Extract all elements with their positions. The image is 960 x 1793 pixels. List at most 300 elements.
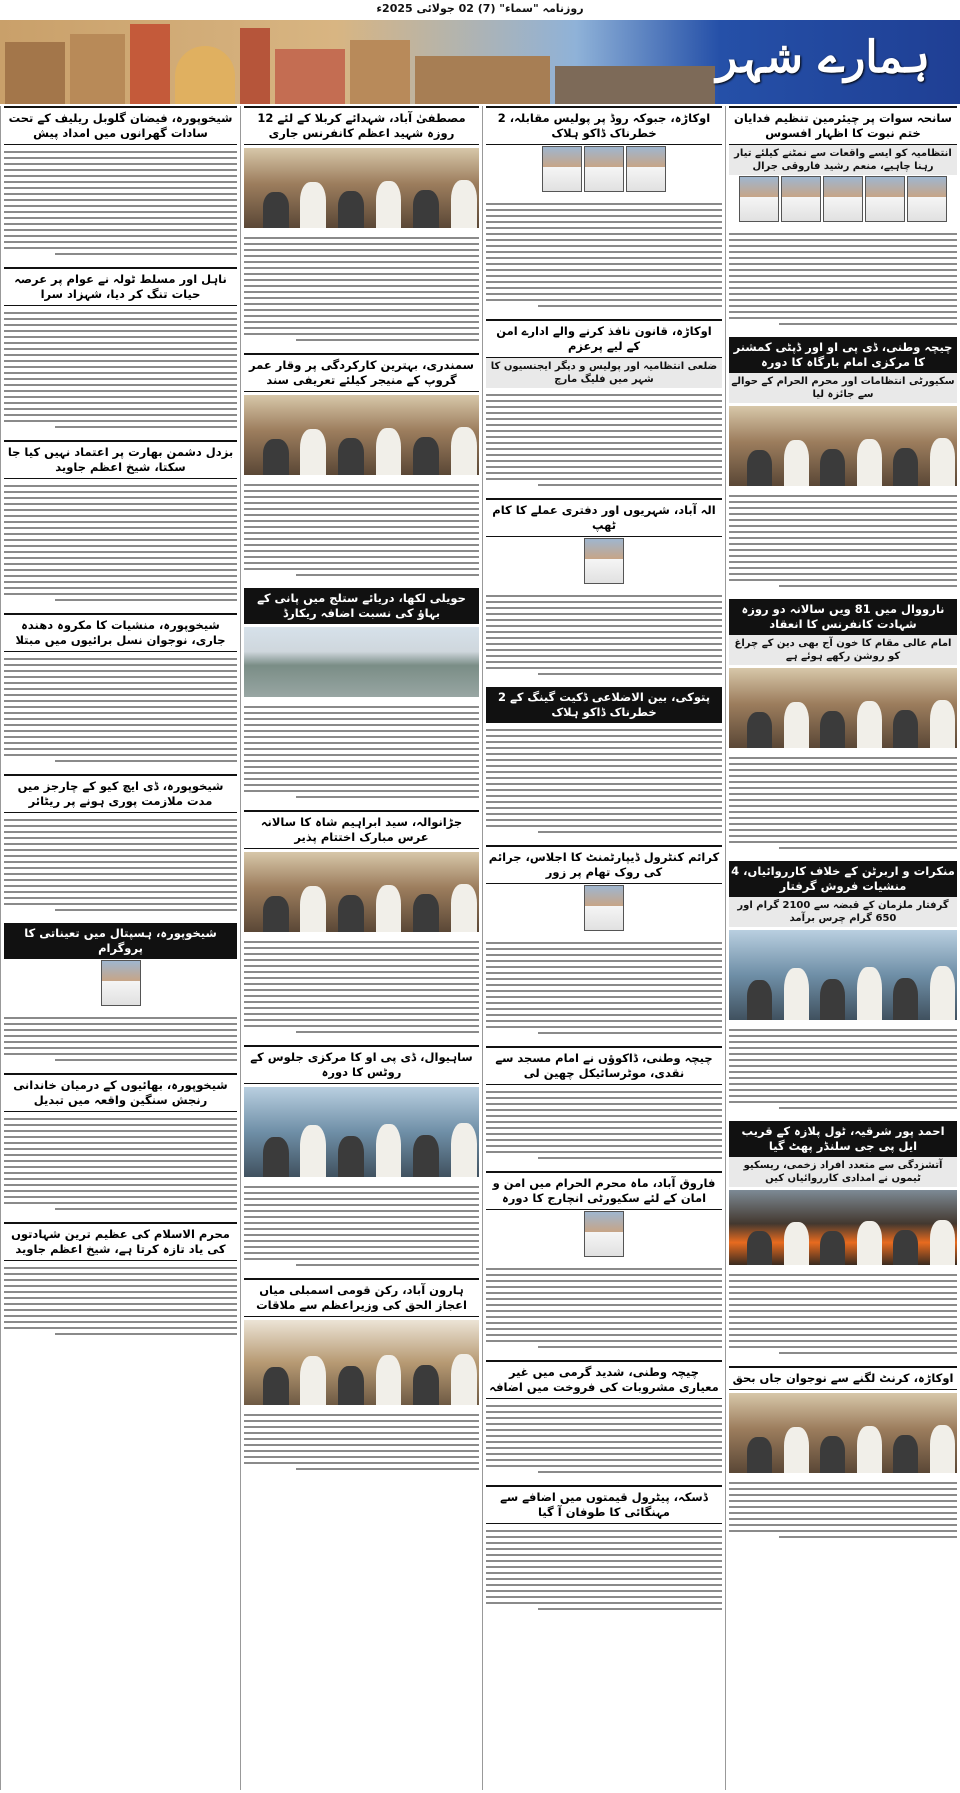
portrait-photo <box>584 1211 624 1257</box>
text-line <box>4 1178 237 1180</box>
text-line <box>4 1053 237 1055</box>
story-body-text <box>486 1262 722 1354</box>
reporter-portrait <box>4 959 237 1011</box>
text-line <box>4 688 237 690</box>
text-line <box>729 1512 957 1514</box>
text-line <box>486 984 722 986</box>
text-line <box>4 1291 237 1293</box>
text-line <box>4 1029 237 1031</box>
text-line <box>4 563 237 565</box>
text-line <box>486 1584 722 1586</box>
text-line <box>486 1026 722 1028</box>
text-line <box>4 754 237 756</box>
text-line <box>244 297 479 299</box>
text-line <box>55 1208 237 1210</box>
news-photo <box>729 406 957 486</box>
banner-photo-collage <box>0 20 715 104</box>
text-line <box>729 1500 957 1502</box>
text-line <box>486 1097 722 1099</box>
text-line <box>4 348 237 350</box>
story-body-text <box>4 1261 237 1341</box>
text-line <box>486 448 722 450</box>
story-headline[interactable]: شیخوپورہ، منشیات کا مکروہ دھندہ جاری، نوجوان نسل برائیوں میں مبتلا <box>4 613 237 652</box>
person-figure <box>820 1436 845 1473</box>
text-line <box>4 843 237 845</box>
text-line <box>244 538 479 540</box>
text-line <box>55 599 237 601</box>
text-line <box>244 772 479 774</box>
text-line <box>55 253 237 255</box>
text-line <box>244 977 479 979</box>
text-line <box>4 241 237 243</box>
text-line <box>486 1008 722 1010</box>
text-line <box>486 825 722 827</box>
text-line <box>4 354 237 356</box>
text-line <box>729 1506 957 1508</box>
text-line <box>486 1560 722 1562</box>
story-headline[interactable]: اوکاڑہ، قانون نافذ کرنے والے ادارے امن کے لیے پرعزم <box>486 319 722 358</box>
text-line <box>486 209 722 211</box>
story-headline[interactable]: ہارون آباد، رکن قومی اسمبلی میاں اعجاز الحق کی وزیراعظم سے ملاقات <box>244 1278 479 1317</box>
story-headline[interactable]: الہ آباد، شہریوں اور دفتری عملے کا کام ٹھپ <box>486 498 722 537</box>
news-story <box>486 1046 722 1165</box>
story-headline[interactable]: بزدل دشمن بھارت پر اعتماد نہیں کیا جا سکتا، شیخ اعظم جاوید <box>4 440 237 479</box>
column-4 <box>0 106 240 1790</box>
story-headline[interactable]: نارووال میں 81 ویں سالانہ دو روزہ شہادت کانفرنس کا انعقاد <box>729 599 957 635</box>
text-line <box>486 394 722 396</box>
mugshot-photo <box>584 146 624 192</box>
text-line <box>486 1340 722 1342</box>
text-line <box>486 607 722 609</box>
text-line <box>4 378 237 380</box>
text-line <box>486 251 722 253</box>
text-line <box>729 1488 957 1490</box>
text-line <box>486 966 722 968</box>
text-line <box>538 1608 722 1610</box>
story-body-text <box>486 197 722 313</box>
text-line <box>486 978 722 980</box>
person-figure <box>300 1356 326 1405</box>
text-line <box>244 273 479 275</box>
text-line <box>4 748 237 750</box>
person-figure <box>893 1435 918 1473</box>
text-line <box>4 891 237 893</box>
text-line <box>729 293 957 295</box>
text-line <box>244 754 479 756</box>
text-line <box>244 1007 479 1009</box>
story-subheadline: انتظامیہ کو ایسے واقعات سے نمٹنے کیلئے تیار رہنا چاہیے، منعم رشید فاروقی جرال <box>729 145 957 175</box>
text-line <box>244 748 479 750</box>
text-line <box>486 753 722 755</box>
text-line <box>4 199 237 201</box>
text-line <box>4 903 237 905</box>
story-headline[interactable]: پتوکی، بین الاضلاعی ڈکیت گینگ کے 2 خطرناک ڈاکو ہلاک <box>486 687 722 723</box>
text-line <box>729 1029 957 1031</box>
text-line <box>4 676 237 678</box>
news-story <box>244 1278 479 1476</box>
text-line <box>486 667 722 669</box>
person-figure <box>747 712 772 748</box>
person-figure <box>784 1222 809 1266</box>
person-figure <box>930 700 955 748</box>
text-line <box>486 1554 722 1556</box>
text-line <box>486 245 722 247</box>
text-line <box>486 795 722 797</box>
story-headline[interactable]: چیچہ وطنی، ڈاکوؤں نے امام مسجد سے نقدی، موٹرسائیکل چھین لی <box>486 1046 722 1085</box>
text-line <box>486 281 722 283</box>
text-line <box>4 229 237 231</box>
news-photo <box>244 1320 479 1405</box>
text-line <box>486 960 722 962</box>
text-line <box>486 233 722 235</box>
text-line <box>729 1286 957 1288</box>
person-figure <box>784 702 809 748</box>
text-line <box>486 990 722 992</box>
text-line <box>4 1130 237 1132</box>
text-line <box>4 211 237 213</box>
story-body-text <box>729 227 957 331</box>
news-story <box>486 687 722 839</box>
text-line <box>4 1124 237 1126</box>
text-line <box>486 759 722 761</box>
text-line <box>244 1252 479 1254</box>
story-body-text <box>729 1023 957 1115</box>
text-line <box>486 1328 722 1330</box>
text-line <box>296 574 479 576</box>
text-line <box>729 305 957 307</box>
text-line <box>486 466 722 468</box>
text-line <box>729 317 957 319</box>
text-line <box>244 279 479 281</box>
text-line <box>538 831 722 833</box>
text-line <box>729 251 957 253</box>
text-line <box>729 281 957 283</box>
text-line <box>779 1352 957 1354</box>
text-line <box>486 1596 722 1598</box>
portrait-photo <box>865 176 905 222</box>
text-line <box>4 1267 237 1269</box>
person-figure <box>893 1230 918 1265</box>
text-line <box>244 1432 479 1434</box>
person-figure <box>338 1366 364 1405</box>
text-line <box>729 1089 957 1091</box>
story-headline[interactable]: شیخوپورہ، فیضان گلوبل ریلیف کے تحت سادات گھرانوں میں امداد پیش <box>4 106 237 145</box>
text-line <box>729 841 957 843</box>
text-line <box>486 1310 722 1312</box>
text-line <box>486 1268 722 1270</box>
text-line <box>244 995 479 997</box>
text-line <box>244 706 479 708</box>
text-line <box>244 1013 479 1015</box>
news-story <box>4 106 237 261</box>
text-line <box>4 1160 237 1162</box>
text-line <box>4 336 237 338</box>
story-headline[interactable]: احمد پور شرقیہ، ٹول پلازہ کے قریب ایل پی جی سلنڈر پھٹ گیا <box>729 1121 957 1157</box>
mugshot-photo <box>542 146 582 192</box>
text-line <box>486 293 722 295</box>
text-line <box>244 778 479 780</box>
story-headline[interactable]: سانحہ سوات پر چیئرمین تنظیم فدایان ختم نبوت کا اظہار افسوس <box>729 106 957 145</box>
story-body-text <box>4 306 237 434</box>
text-line <box>296 1468 479 1470</box>
banner-title: ہمارے شہر <box>716 32 930 83</box>
text-line <box>486 1322 722 1324</box>
text-line <box>4 694 237 696</box>
person-figure <box>820 449 845 486</box>
story-body-text <box>4 813 237 917</box>
text-line <box>244 1234 479 1236</box>
news-story <box>244 1045 479 1272</box>
text-line <box>729 1059 957 1061</box>
person-figure <box>893 710 918 748</box>
text-line <box>486 619 722 621</box>
text-line <box>486 400 722 402</box>
story-body-text <box>486 1085 722 1165</box>
story-body-text <box>4 1011 237 1067</box>
text-line <box>244 1450 479 1452</box>
news-story <box>4 440 237 607</box>
portrait-photo <box>907 176 947 222</box>
person-figure <box>376 1124 402 1177</box>
text-line <box>729 245 957 247</box>
portrait-photo <box>781 176 821 222</box>
text-line <box>244 959 479 961</box>
story-headline[interactable]: شیخوپورہ، بھائیوں کے درمیان خاندانی رنجش سنگین واقعہ میں تبدیل <box>4 1073 237 1112</box>
text-line <box>729 507 957 509</box>
portrait-photo <box>101 960 141 1006</box>
text-line <box>4 247 237 249</box>
text-line <box>4 539 237 541</box>
person-figure <box>784 968 809 1020</box>
text-line <box>486 801 722 803</box>
text-line <box>4 235 237 237</box>
text-line <box>4 193 237 195</box>
text-line <box>244 1001 479 1003</box>
person-figure <box>893 448 918 486</box>
text-line <box>4 342 237 344</box>
text-line <box>729 269 957 271</box>
text-line <box>4 151 237 153</box>
story-headline[interactable]: چیچہ وطنی، ڈی پی او اور ڈپٹی کمشنر کا مرکزی امام بارگاہ کا دورہ <box>729 337 957 373</box>
person-figure <box>857 439 882 486</box>
person-figure <box>747 980 772 1021</box>
text-line <box>486 1459 722 1461</box>
text-line <box>4 1321 237 1323</box>
text-line <box>729 525 957 527</box>
text-line <box>4 1285 237 1287</box>
text-line <box>729 1280 957 1282</box>
text-line <box>729 1482 957 1484</box>
text-line <box>729 817 957 819</box>
text-line <box>538 673 722 675</box>
story-headline[interactable]: سمندری، بہترین کارکردگی پر وقار عمر گروپ کے منیجر کیلئے تعریفی سند <box>244 353 479 392</box>
text-line <box>729 549 957 551</box>
text-line <box>244 550 479 552</box>
text-line <box>486 263 722 265</box>
person-figure <box>451 427 477 475</box>
text-line <box>55 426 237 428</box>
text-line <box>729 1346 957 1348</box>
text-line <box>729 1334 957 1336</box>
story-headline[interactable]: حویلی لکھا، دریائے ستلج میں پانی کے بہاؤ کی نسبت اضافہ ریکارڈ <box>244 588 479 624</box>
text-line <box>486 1435 722 1437</box>
text-line <box>729 233 957 235</box>
text-line <box>729 757 957 759</box>
news-story <box>486 498 722 681</box>
text-line <box>486 643 722 645</box>
news-story <box>486 319 722 492</box>
text-line <box>4 366 237 368</box>
person-figure <box>300 886 326 932</box>
text-line <box>486 1542 722 1544</box>
text-line <box>4 837 237 839</box>
text-line <box>729 1274 957 1276</box>
text-line <box>4 312 237 314</box>
text-line <box>486 1020 722 1022</box>
text-line <box>729 769 957 771</box>
person-figure <box>893 978 918 1020</box>
text-line <box>486 287 722 289</box>
text-line <box>486 442 722 444</box>
text-line <box>244 760 479 762</box>
story-headline[interactable]: شیخوپورہ، ہسپتال میں تعیناتی کا پروگرام <box>4 923 237 959</box>
text-line <box>244 267 479 269</box>
text-line <box>486 735 722 737</box>
text-line <box>4 169 237 171</box>
story-headline[interactable]: جڑانوالہ، سید ابراہیم شاہ کا سالانہ عرس مبارک اختتام پذیر <box>244 810 479 849</box>
text-line <box>4 1118 237 1120</box>
text-line <box>486 819 722 821</box>
text-line <box>4 163 237 165</box>
text-line <box>4 897 237 899</box>
text-line <box>486 1536 722 1538</box>
person-figure <box>930 966 955 1020</box>
text-line <box>486 996 722 998</box>
text-line <box>486 1109 722 1111</box>
text-line <box>486 1566 722 1568</box>
story-headline[interactable]: شیخوپورہ، ڈی ایچ کیو کے چارجز میں مدت ملازمت پوری ہونے پر ریٹائر <box>4 774 237 813</box>
person-figure <box>820 1231 845 1266</box>
text-line <box>486 661 722 663</box>
text-line <box>729 239 957 241</box>
text-line <box>244 1420 479 1422</box>
news-photo <box>244 627 479 697</box>
text-line <box>486 1115 722 1117</box>
person-figure <box>784 440 809 486</box>
story-headline[interactable]: ڈسکہ، پیٹرول قیمتوں میں اضافے سے مہنگائی کا طوفان آ گیا <box>486 1485 722 1524</box>
suspect-photos <box>486 145 722 197</box>
text-line <box>244 989 479 991</box>
text-line <box>729 1530 957 1532</box>
person-figure <box>413 437 439 475</box>
news-photo <box>244 148 479 228</box>
person-figure <box>857 701 882 748</box>
person-figure <box>376 181 402 228</box>
text-line <box>4 324 237 326</box>
text-line <box>486 777 722 779</box>
text-line <box>244 255 479 257</box>
text-line <box>4 593 237 595</box>
story-subheadline: امام عالی مقام کا خون آج بھی دین کے چراغ کو روشن رکھے ہوئے ہے <box>729 635 957 665</box>
story-headline[interactable]: اوکاڑہ، کرنٹ لگنے سے نوجوان جاں بحق <box>729 1366 957 1390</box>
text-line <box>4 1017 237 1019</box>
text-line <box>4 217 237 219</box>
text-line <box>486 203 722 205</box>
text-line <box>4 205 237 207</box>
text-line <box>244 562 479 564</box>
text-line <box>4 861 237 863</box>
text-line <box>244 953 479 955</box>
text-line <box>4 1154 237 1156</box>
text-line <box>538 1032 722 1034</box>
text-line <box>244 333 479 335</box>
text-line <box>4 855 237 857</box>
text-line <box>55 1059 237 1061</box>
story-headline[interactable]: مصطفیٰ آباد، شہدائے کربلا کے لئے 12 روزہ شہید اعظم کانفرنس جاری <box>244 106 479 145</box>
text-line <box>779 1536 957 1538</box>
text-line <box>4 664 237 666</box>
story-headline[interactable]: منکرات و اربرٹن کے خلاف کارروائیاں، 4 منشیات فروش گرفتار <box>729 861 957 897</box>
text-line <box>244 730 479 732</box>
text-line <box>4 724 237 726</box>
text-line <box>244 1192 479 1194</box>
text-line <box>538 305 722 307</box>
text-line <box>296 796 479 798</box>
news-story <box>244 106 479 347</box>
news-photo <box>244 1087 479 1177</box>
story-headline[interactable]: کرائم کنٹرول ڈیپارٹمنٹ کا اجلاس، جرائم کی روک تھام پر زور <box>486 845 722 884</box>
text-line <box>729 1310 957 1312</box>
text-line <box>486 625 722 627</box>
column-3 <box>240 106 482 1790</box>
text-line <box>4 503 237 505</box>
news-story <box>729 337 957 593</box>
text-line <box>779 1107 957 1109</box>
text-line <box>4 879 237 881</box>
text-line <box>4 1202 237 1204</box>
text-line <box>729 1524 957 1526</box>
story-headline[interactable]: ناہل اور مسلط ٹولہ نے عوام پر عرصہ حیات تنگ کر دیا، شہزاد سرا <box>4 267 237 306</box>
story-body-text <box>4 145 237 261</box>
news-story <box>486 106 722 313</box>
text-line <box>486 1578 722 1580</box>
text-line <box>4 1303 237 1305</box>
portrait-row <box>729 175 957 227</box>
story-subheadline: ضلعی انتظامیہ اور پولیس و دیگر ایجنسیوں کا شہر میں فلیگ مارچ <box>486 358 722 388</box>
text-line <box>4 1190 237 1192</box>
text-line <box>486 1429 722 1431</box>
text-line <box>486 1417 722 1419</box>
news-photo <box>729 668 957 748</box>
text-line <box>244 941 479 943</box>
story-subheadline: گرفتار ملزمان کے قبضہ سے 2100 گرام اور 650 گرام چرس برآمد <box>729 897 957 927</box>
column-1 <box>725 106 960 1790</box>
story-headline[interactable]: ساہیوال، ڈی پی او کا مرکزی جلوس کے روٹس کا دورہ <box>244 1045 479 1084</box>
story-headline[interactable]: چیچہ وطنی، شدید گرمی میں غیر معیاری مشروبات کی فروخت میں اضافہ <box>486 1360 722 1399</box>
person-figure <box>930 1425 955 1473</box>
story-headline[interactable]: فاروق آباد، ماہ محرم الحرام میں امن و امان کے لئے سکیورٹی انچارج کا دورہ <box>486 1171 722 1210</box>
person-figure <box>263 896 289 932</box>
story-headline[interactable]: محرم الاسلام کی عظیم ترین شہادتوں کی یاد تازہ کرتا ہے، شیخ اعظم جاوید <box>4 1222 237 1261</box>
text-line <box>729 495 957 497</box>
text-line <box>486 729 722 731</box>
person-figure <box>338 438 364 475</box>
text-line <box>244 1456 479 1458</box>
portrait-photo <box>584 885 624 931</box>
text-line <box>729 537 957 539</box>
story-headline[interactable]: اوکاڑہ، جبوکہ روڈ پر پولیس مقابلہ، 2 خطرناک ڈاکو ہلاک <box>486 106 722 145</box>
text-line <box>486 741 722 743</box>
